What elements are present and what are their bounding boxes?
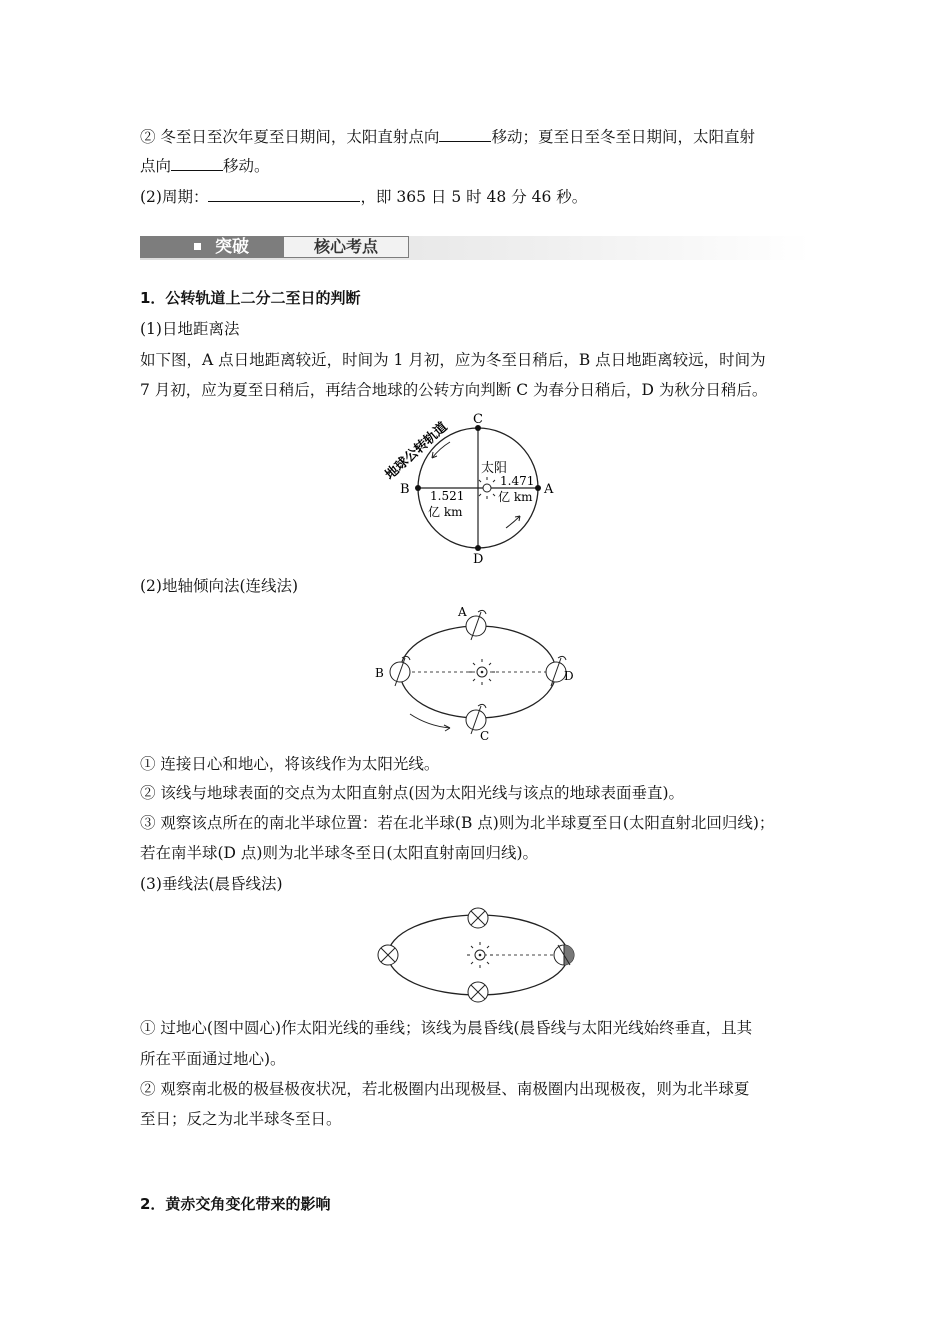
answer-blank-2[interactable] bbox=[171, 155, 223, 171]
axis-step-3-cont: 若在南半球(D 点)则为北半球冬至日(太阳直射南回归线)。 bbox=[140, 844, 539, 862]
terminator-step-1-cont: 所在平面通过地心)。 bbox=[140, 1050, 286, 1068]
intro-line-2-a: 点向 bbox=[140, 157, 172, 175]
intro-line-1 bbox=[140, 126, 755, 147]
paragraph-1-line-2: 7 月初，应为夏至日稍后，再结合地球的公转方向判断 C 为春分日稍后，D 为秋分日稍后。 bbox=[140, 381, 768, 399]
distance-right-unit: 亿 km bbox=[498, 490, 533, 504]
distance-right-value: 1.471 bbox=[500, 474, 535, 488]
earth-d-icon bbox=[546, 656, 566, 686]
terminator-step-2: ② 观察南北极的极昼极夜状况，若北极圈内出现极昼、南极圈内出现极夜，则为北半球夏 bbox=[140, 1080, 750, 1098]
intro-line-2-b: 移动。 bbox=[223, 157, 270, 175]
earth-bottom-icon bbox=[468, 982, 488, 1002]
distance-left-value: 1.521 bbox=[430, 489, 465, 503]
terminator-step-2-cont: 至日；反之为北半球冬至日。 bbox=[140, 1110, 342, 1128]
label-d: D bbox=[564, 669, 574, 683]
subheading-axis-method: (2)地轴倾向法(连线法) bbox=[140, 577, 299, 595]
axis-step-3: ③ 观察该点所在的南北半球位置：若在北半球(B 点)则为北半球夏至日(太阳直射北回归线)； bbox=[140, 814, 775, 832]
terminator-step-1: ① 过地心(图中圆心)作太阳光线的垂线；该线为晨昏线(晨昏线与太阳光线始终垂直，且其 bbox=[140, 1019, 753, 1037]
earth-left-icon bbox=[378, 945, 398, 965]
intro-line-1-a: ② 冬至日至次年夏至日期间，太阳直射点向 bbox=[140, 128, 440, 146]
sun-label: 太阳 bbox=[481, 461, 508, 476]
earth-b-icon bbox=[390, 656, 410, 686]
intro-line-3-a: (2)周期： bbox=[140, 188, 209, 206]
label-a: A bbox=[458, 605, 467, 619]
square-bullet-icon bbox=[194, 243, 201, 250]
figure-orbit-distance bbox=[370, 410, 570, 565]
subheading-perpendicular-method: (3)垂线法(晨昏线法) bbox=[140, 875, 283, 893]
answer-blank-1[interactable] bbox=[439, 126, 491, 142]
earth-a-icon bbox=[466, 610, 486, 640]
label-c: C bbox=[480, 729, 490, 743]
subheading-distance-method: (1)日地距离法 bbox=[140, 320, 240, 338]
banner-title: 核心考点 bbox=[283, 236, 409, 258]
banner-tag bbox=[140, 236, 283, 258]
label-b: B bbox=[375, 666, 384, 680]
intro-line-2 bbox=[140, 155, 270, 176]
figure-axis-tilt bbox=[370, 600, 580, 745]
orbit-direction-arrow bbox=[410, 714, 450, 728]
orbit-arrow-bottom bbox=[506, 516, 520, 528]
intro-line-3 bbox=[140, 186, 587, 207]
orbit-label: 地球公转轨道 bbox=[382, 419, 451, 483]
label-b: B bbox=[400, 482, 410, 497]
axis-step-2: ② 该线与地球表面的交点为太阳直射点(因为太阳光线与该点的地球表面垂直)。 bbox=[140, 784, 685, 802]
label-a: A bbox=[544, 482, 554, 497]
earth-right-icon bbox=[554, 945, 574, 965]
intro-line-1-b: 移动；夏至日至冬至日期间，太阳直射 bbox=[491, 128, 755, 146]
earth-top-icon bbox=[468, 908, 488, 928]
point-a-dot bbox=[535, 485, 541, 491]
answer-blank-3[interactable] bbox=[208, 186, 360, 202]
section-1-title: 1．公转轨道上二分二至日的判断 bbox=[140, 289, 361, 307]
label-d: D bbox=[473, 552, 484, 565]
figure-terminator bbox=[372, 905, 582, 1005]
section-banner bbox=[140, 236, 810, 260]
axis-step-1: ① 连接日心和地心，将该线作为太阳光线。 bbox=[140, 755, 440, 773]
label-c: C bbox=[473, 412, 483, 427]
sun-icon bbox=[467, 942, 493, 968]
distance-left-unit: 亿 km bbox=[428, 505, 463, 519]
banner-tag-text: 突破 bbox=[215, 237, 249, 257]
intro-line-3-b: ，即 365 日 5 时 48 分 46 秒。 bbox=[360, 188, 588, 206]
point-d-dot bbox=[475, 545, 481, 551]
point-b-dot bbox=[415, 485, 421, 491]
paragraph-1-line-1: 如下图，A 点日地距离较近，时间为 1 月初，应为冬至日稍后，B 点日地距离较远，时间为 bbox=[140, 351, 766, 369]
section-2-title: 2．黄赤交角变化带来的影响 bbox=[140, 1195, 331, 1213]
